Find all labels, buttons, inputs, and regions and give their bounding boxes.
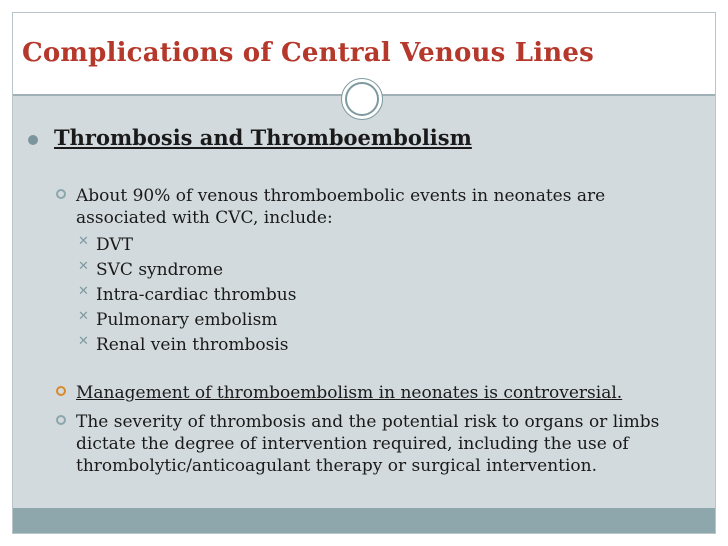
highlight-bullet-icon [56, 386, 66, 396]
para1-line2: associated with CVC, include: [76, 208, 333, 228]
x-bullet-icon: ✕ [78, 309, 89, 324]
sub-item-text: Pulmonary embolism [96, 310, 278, 330]
para3-line1: The severity of thrombosis and the potential risk to organs or limbs [76, 412, 660, 432]
para2-text: Management of thromboembolism in neonates is controversial. [76, 383, 623, 403]
main-bullet-text: Thrombosis and Thromboembolism [54, 125, 472, 150]
hollow-bullet-icon [56, 415, 66, 425]
bullet-dot-icon [28, 135, 38, 145]
sub-item-text: Intra-cardiac thrombus [96, 285, 297, 305]
sub-item-text: SVC syndrome [96, 260, 224, 280]
slide-title: Complications of Central Venous Lines [22, 38, 594, 68]
x-bullet-icon: ✕ [78, 234, 89, 249]
x-bullet-icon: ✕ [78, 284, 89, 299]
x-bullet-icon: ✕ [78, 259, 89, 274]
footer-band [13, 508, 715, 533]
sub-item-text: DVT [96, 235, 133, 255]
para1-line1: About 90% of venous thromboembolic events in neonates are [76, 186, 606, 206]
decorative-ring-icon [345, 82, 379, 116]
sub-item-text: Renal vein thrombosis [96, 335, 289, 355]
para3-line3: thrombolytic/anticoagulant therapy or surgical intervention. [76, 456, 598, 476]
para3-line2: dictate the degree of intervention required, including the use of [76, 434, 629, 454]
hollow-bullet-icon [56, 189, 66, 199]
x-bullet-icon: ✕ [78, 334, 89, 349]
